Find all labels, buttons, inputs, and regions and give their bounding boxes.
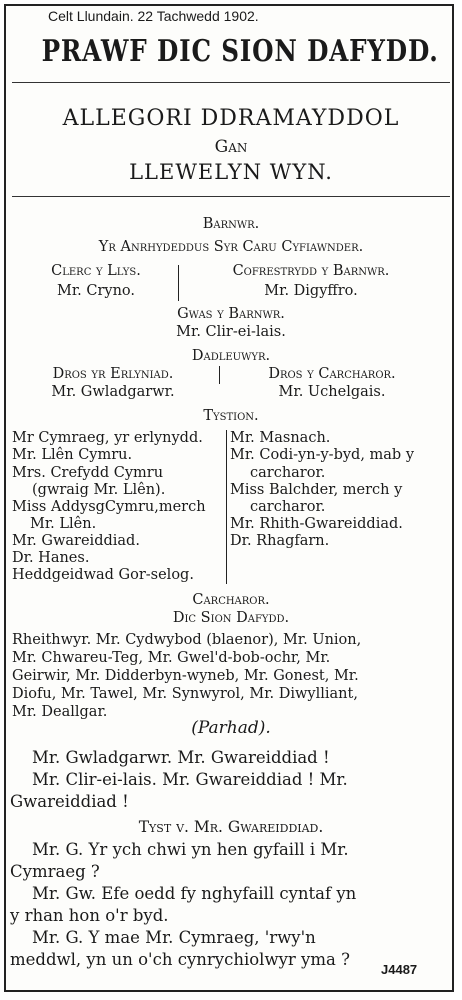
dadleuwyr-heading: Dadleuwyr. — [191, 348, 271, 364]
witness-item: Dr. Rhagfarn. — [230, 533, 330, 549]
witness-item: (gwraig Mr. Llên). — [32, 482, 166, 498]
witness-item: Heddgeidwad Gor-selog. — [12, 567, 194, 583]
dialogue-line: meddwl, yn un o'ch cynrychiolwyr yma ? — [10, 950, 350, 969]
gwas-name: Mr. Clir-ei-lais. — [176, 324, 286, 340]
carcharor-heading: Carcharor. — [192, 592, 270, 608]
gwas-title: Gwas y Barnwr. — [177, 306, 285, 322]
jury-line: Mr. Chwareu-Teg, Mr. Gwel'd-bob-ochr, Mr. — [12, 650, 331, 666]
jury-line: Geirwir, Mr. Didderbyn-wyneb, Mr. Gonest, Mr. — [12, 668, 359, 684]
dialogue-line: Mr. Clir-ei-lais. Mr. Gwareiddiad ! Mr. — [32, 770, 348, 789]
author-name: LLEWELYN WYN. — [129, 160, 333, 184]
dialogue-line: Cymraeg ? — [10, 862, 100, 881]
title-rule — [12, 82, 450, 83]
witness-item: Dr. Hanes. — [12, 550, 90, 566]
dialogue-line: Mr. Gwladgarwr. Mr. Gwareiddiad ! — [32, 748, 330, 767]
prosecution-title: Dros yr Erlyniad. — [52, 366, 174, 382]
column-divider — [226, 430, 227, 584]
author-rule — [12, 196, 450, 197]
witness-item: Mr Cymraeg, yr erlynydd. — [12, 430, 203, 446]
dialogue-line: Mr. G. Y mae Mr. Cymraeg, 'rwy'n — [32, 928, 316, 947]
defence-name: Mr. Uchelgais. — [278, 384, 386, 400]
witness-item: Mr. Rhith-Gwareiddiad. — [230, 516, 403, 532]
witness-item: Mrs. Crefydd Cymru — [12, 465, 164, 481]
dialogue-line: Mr. G. Yr ych chwi yn hen gyfaill i Mr. — [32, 840, 349, 859]
clerc-name: Mr. Cryno. — [56, 283, 136, 299]
witness-item: Mr. Llên Cymru. — [12, 447, 133, 463]
cofrestrydd-title: Cofrestrydd y Barnwr. — [232, 263, 390, 279]
page-title: PRAWF DIC SION DAFYDD. — [41, 34, 439, 69]
defence-title: Dros y Carcharor. — [268, 366, 396, 382]
jury-line: Rheithwyr. Mr. Cydwybod (blaenor), Mr. Union, — [12, 632, 362, 648]
column-divider — [219, 366, 220, 384]
barnwr-heading: Barnwr. — [202, 216, 260, 232]
witness-item: Miss AddysgCymru,merch — [12, 499, 206, 515]
judge-name: Yr Anrhydeddus Syr Caru Cyfiawnder. — [98, 239, 364, 255]
by-label: Gan — [214, 137, 248, 157]
tystion-heading: Tystion. — [203, 408, 259, 424]
cofrestrydd-name: Mr. Digyffro. — [264, 283, 358, 299]
prisoner-name: Dic Sion Dafydd. — [172, 610, 290, 626]
publication-note: Celt Llundain. 22 Tachwedd 1902. — [48, 8, 259, 24]
column-divider — [178, 265, 179, 301]
clerc-title: Clerc y Llys. — [51, 263, 141, 279]
witness-item: Mr. Codi-yn-y-byd, mab y — [230, 447, 415, 463]
dialogue-line: Gwareiddiad ! — [10, 792, 129, 811]
witness-item: Mr. Gwareiddiad. — [12, 533, 140, 549]
prosecution-name: Mr. Gwladgarwr. — [51, 384, 175, 400]
subtitle: ALLEGORI DDRAMAYDDOL — [62, 106, 400, 131]
dialogue-line: Mr. Gw. Efe oedd fy nghyfaill cyntaf yn — [32, 884, 357, 903]
witness-item: Miss Balchder, merch y — [230, 482, 403, 498]
jury-line: Diofu, Mr. Tawel, Mr. Synwyrol, Mr. Diwylliant, — [12, 686, 358, 702]
witness-item: carcharor. — [250, 499, 326, 515]
witness-heading: Tyst v. Mr. Gwareiddiad. — [138, 818, 324, 836]
witness-item: Mr. Masnach. — [230, 430, 331, 446]
witness-item: Mr. Llên. — [30, 516, 97, 532]
dialogue-line: y rhan hon o'r byd. — [10, 906, 169, 925]
witness-item: carcharor. — [250, 465, 326, 481]
reference-code: J4487 — [381, 962, 418, 977]
jury-line: Mr. Deallgar. — [12, 704, 108, 720]
continued-label: (Parhad). — [191, 718, 271, 738]
